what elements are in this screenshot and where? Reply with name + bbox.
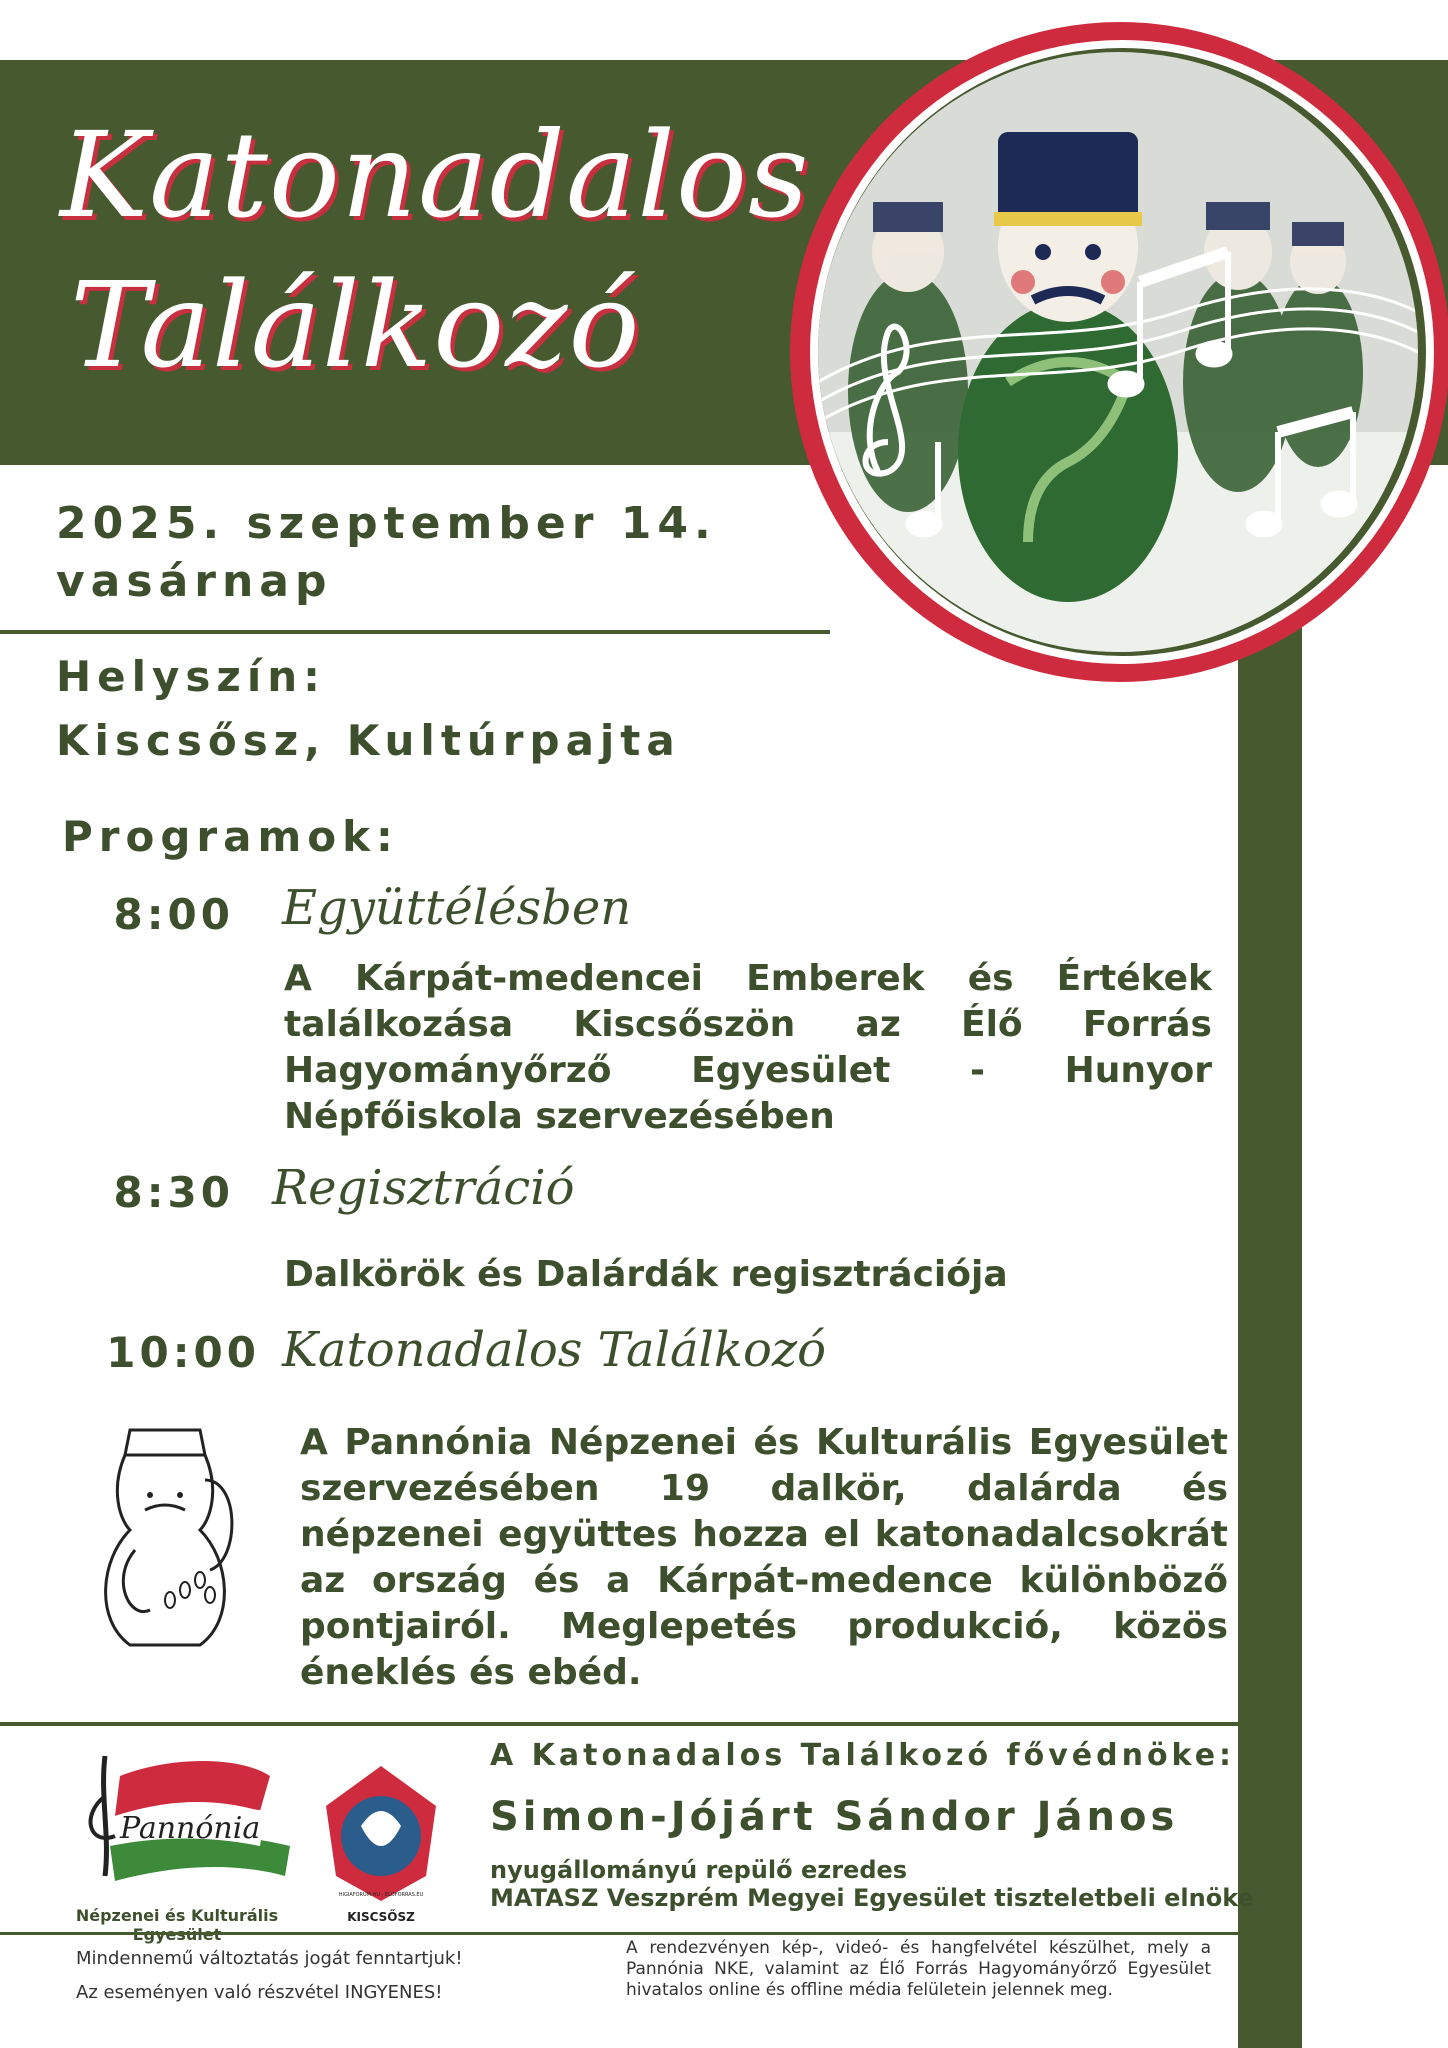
footer-disclaimer: A rendezvényen kép-, videó- és hangfelvétel készülhet, mely a Pannónia NKE, valamint az Élő Forrás Hagyományőrző Egyesület hivatalos online és offline média felületein jelennek meg. [626, 1938, 1211, 2000]
patron-title: MATASZ Veszprém Megyei Egyesület tiszteletbeli elnöke [490, 1884, 1254, 1912]
programs-heading: Programok: [62, 812, 399, 861]
title-line-1: Katonadalos [60, 106, 810, 244]
event-day: vasárnap [56, 556, 333, 607]
title-line-2: Találkozó [70, 256, 641, 394]
logo-caption: KISCSŐSZ [347, 1910, 415, 1924]
location-value: Kiscsősz, Kultúrpajta [56, 716, 681, 765]
divider [0, 1722, 1240, 1726]
divider [0, 1932, 1240, 1935]
logo-web: HIGIAFORUM.HU - ELOFORRAS.EU [338, 1892, 424, 1898]
divider [0, 630, 830, 634]
page-title [60, 100, 880, 400]
program-time: 8:30 [113, 1168, 234, 1217]
location-label: Helyszín: [56, 652, 326, 701]
event-date: 2025. szeptember 14. [56, 498, 717, 549]
program-description: A Kárpát-medencei Emberek és Értékek találkozása Kiscsőszön az Élő Forrás Hagyományőrző Egyesület - Hunyor Népfőiskola szervezésében [284, 958, 1212, 1137]
patron-name: Simon-Jójárt Sándor János [490, 1794, 1179, 1840]
footer-note: Az eseményen való részvétel INGYENES! [76, 1982, 443, 2003]
program-time: 10:00 [106, 1328, 260, 1377]
patron-title: nyugállományú repülő ezredes [490, 1856, 908, 1884]
program-title: Katonadalos Találkozó [282, 1322, 827, 1378]
pannonia-logo [60, 1736, 310, 1896]
program-title: Regisztráció [272, 1160, 575, 1216]
patron-label: A Katonadalos Találkozó fővédnöke: [490, 1738, 1236, 1773]
side-bar [1238, 465, 1302, 2048]
jug-photo [818, 52, 1418, 652]
pannonia-logo-caption: Népzenei és Kulturális [75, 1906, 279, 1925]
elo-forras-logo [286, 1736, 476, 1926]
jug-icon [90, 1420, 240, 1660]
program-time: 8:00 [113, 890, 234, 939]
logo-wordmark: Pannónia [120, 1811, 261, 1846]
program-description: A Pannónia Népzenei és Kulturális Egyesület szervezésében 19 dalkör, dalárda és népzenei együttes hozza el katonadalcsokrát az ország és a Kárpát-medence különböző pontjairól. Meglepetés produkció, közös éneklés és ebéd. [300, 1422, 1228, 1693]
program-title: Együttélésben [282, 880, 632, 936]
footer-note: Mindennemű változtatás jogát fenntartjuk! [76, 1948, 463, 1969]
program-description: Dalkörök és Dalárdák regisztrációja [284, 1254, 1008, 1295]
